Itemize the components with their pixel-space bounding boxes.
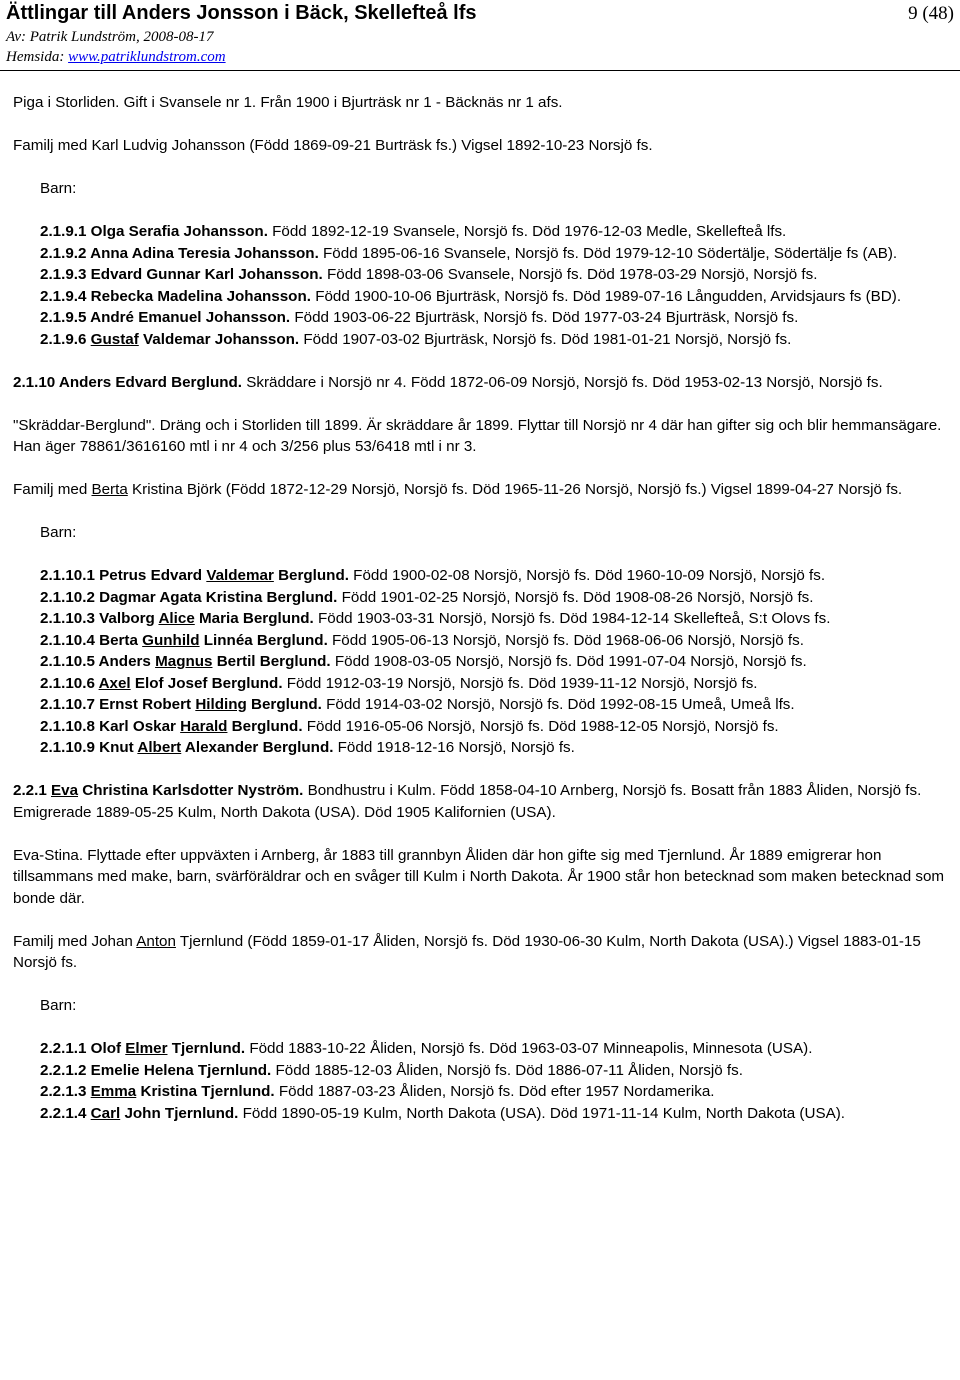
child-details: Född 1916-05-06 Norsjö, Norsjö fs. Död 1988-12-05 Norsjö, Norsjö fs.	[302, 717, 779, 735]
child-name: Maria Berglund.	[194, 610, 314, 627]
child-entry	[13, 587, 952, 609]
family-prefix: Familj med Johan	[13, 932, 137, 950]
child-entry	[13, 608, 952, 630]
child-name: Valdemar Johansson.	[138, 330, 300, 348]
child-callname: Gustaf	[90, 330, 139, 348]
person-number: 2.2.1	[13, 782, 51, 799]
child-name: Bertil Berglund.	[212, 653, 331, 670]
child-number: 2.1.10.1 Petrus Edvard	[40, 567, 207, 584]
child-number: 2.1.10.5 Anders	[40, 653, 156, 670]
child-entry	[13, 630, 952, 652]
homepage-link[interactable]: www.patriklundstrom.com	[68, 49, 226, 65]
child-entry	[13, 1081, 952, 1103]
document-body	[13, 92, 952, 1124]
child-callname: Elmer	[125, 1040, 168, 1057]
child-entry	[13, 565, 952, 587]
child-number: 2.2.1.4	[40, 1104, 91, 1122]
child-name: 2.2.1.2 Emelie Helena Tjernlund.	[40, 1061, 272, 1079]
family-details: Tjernlund (Född 1859-01-17 Åliden, Norsjö fs. Död 1930-06-30 Kulm, North Dakota (USA).) Vigsel 1883-01-15 Norsjö fs.	[13, 932, 921, 971]
paragraph-occupation: Piga i Storliden. Gift i Svansele nr 1. Från 1900 i Bjurträsk nr 1 - Bäcknäs nr 1 afs.	[13, 94, 563, 111]
child-entry	[13, 1060, 952, 1082]
paragraph-family	[13, 479, 952, 501]
child-entry	[13, 1038, 952, 1060]
homepage-line	[6, 49, 226, 66]
child-number: 2.1.10.8 Karl Oskar	[40, 717, 181, 735]
child-details: Född 1900-10-06 Bjurträsk, Norsjö fs. Död 1989-07-16 Långudden, Arvidsjaurs fs (BD).	[310, 287, 902, 305]
child-name: Berglund.	[273, 567, 349, 584]
paragraph-family	[13, 931, 952, 974]
child-number: 2.1.10.7 Ernst Robert	[40, 696, 196, 713]
child-name: 2.1.9.2 Anna Adina Teresia Johansson.	[40, 244, 319, 262]
child-name: 2.1.9.5 André Emanuel Johansson.	[40, 309, 291, 326]
child-name: Linnéa Berglund.	[199, 631, 328, 649]
child-details: Född 1908-03-05 Norsjö, Norsjö fs. Död 1991-07-04 Norsjö, Norsjö fs.	[330, 653, 807, 670]
child-entry	[13, 737, 952, 759]
child-name: Elof Josef Berglund.	[130, 674, 283, 692]
children-heading: Barn:	[40, 180, 77, 197]
child-details: Född 1901-02-25 Norsjö, Norsjö fs. Död 1908-08-26 Norsjö, Norsjö fs.	[337, 588, 814, 606]
child-name: John Tjernlund.	[120, 1104, 239, 1122]
page-number: 9 (48)	[908, 3, 954, 24]
child-name: Alexander Berglund.	[181, 739, 334, 756]
child-entry	[13, 1103, 952, 1125]
child-details: Född 1905-06-13 Norsjö, Norsjö fs. Död 1968-06-06 Norsjö, Norsjö fs.	[327, 631, 804, 649]
person-details: Skräddare i Norsjö nr 4. Född 1872-06-09 Norsjö, Norsjö fs. Död 1953-02-13 Norsjö, Norsjö fs.	[242, 373, 883, 391]
person-note: Eva-Stina. Flyttade efter uppväxten i Arnberg, år 1883 till grannbyn Åliden där hon gifte sig med Tjernlund. År 1889 emigrerar hon tillsammans med make, barn, svärföräldrar och en svåger till Kulm i North Dakota. År 1900 står hon betecknad som maken betecknad som bonde där.	[13, 846, 945, 907]
child-details: Född 1914-03-02 Norsjö, Norsjö fs. Död 1992-08-15 Umeå, Umeå lfs.	[321, 696, 795, 713]
child-number: 2.1.10.3 Valborg	[40, 610, 159, 627]
child-entry	[13, 329, 952, 351]
child-details: Född 1903-03-31 Norsjö, Norsjö fs. Död 1984-12-14 Skellefteå, S:t Olovs fs.	[313, 610, 831, 627]
child-details: Född 1907-03-02 Bjurträsk, Norsjö fs. Död 1981-01-21 Norsjö, Norsjö fs.	[299, 330, 792, 348]
person-entry	[13, 372, 952, 394]
child-callname: Harald	[180, 717, 228, 735]
person-callname: Eva	[51, 782, 79, 799]
child-details: Född 1898-03-06 Svansele, Norsjö fs. Död 1978-03-29 Norsjö, Norsjö fs.	[322, 266, 818, 283]
child-callname: Magnus	[155, 653, 213, 670]
family-prefix: Familj med	[13, 481, 92, 498]
child-name: Kristina Tjernlund.	[136, 1083, 275, 1100]
person-details: Bondhustru i Kulm. Född 1858-04-10 Arnberg, Norsjö fs. Bosatt från 1883 Åliden, Norsjö fs. Emigrerade 1889-05-25 Kulm, North Dakota (USA). Död 1905 Kalifornien (USA).	[13, 782, 922, 821]
child-callname: Carl	[90, 1104, 121, 1122]
child-name: 2.1.9.3 Edvard Gunnar Karl Johansson.	[40, 266, 323, 283]
family-details: Kristina Björk (Född 1872-12-29 Norsjö, Norsjö fs. Död 1965-11-26 Norsjö, Norsjö fs.) Vigsel 1899-04-27 Norsjö fs.	[127, 481, 903, 498]
child-name: Tjernlund.	[167, 1040, 246, 1057]
homepage-label: Hemsida:	[6, 49, 69, 65]
child-entry	[13, 673, 952, 695]
child-details: Född 1892-12-19 Svansele, Norsjö fs. Död 1976-12-03 Medle, Skellefteå lfs.	[267, 223, 787, 240]
child-callname: Alice	[158, 610, 195, 627]
child-entry	[13, 307, 952, 329]
child-entry	[13, 716, 952, 738]
child-name: Berglund.	[246, 696, 322, 713]
child-details: Född 1885-12-03 Åliden, Norsjö fs. Död 1886-07-11 Åliden, Norsjö fs.	[271, 1061, 743, 1079]
child-details: Född 1903-06-22 Bjurträsk, Norsjö fs. Död 1977-03-24 Bjurträsk, Norsjö fs.	[290, 309, 799, 326]
child-details: Född 1918-12-16 Norsjö, Norsjö fs.	[333, 739, 575, 756]
children-heading: Barn:	[40, 524, 77, 541]
header-divider	[0, 70, 960, 71]
child-name: Berglund.	[227, 717, 303, 735]
child-callname: Valdemar	[206, 567, 274, 584]
child-details: Född 1900-02-08 Norsjö, Norsjö fs. Död 1960-10-09 Norsjö, Norsjö fs.	[348, 567, 826, 584]
person-note: "Skräddar-Berglund". Dräng och i Storliden till 1899. Är skräddare år 1899. Flyttar till Norsjö nr 4 där han gifter sig och blir hemmansägare. Han äger 78861/3616160 mtl i nr 4 och 3/256 plus 53/6418 mtl i nr 3.	[13, 416, 942, 455]
child-entry	[13, 694, 952, 716]
document-title: Ättlingar till Anders Jonsson i Bäck, Skellefteå lfs	[6, 2, 477, 24]
child-number: 2.1.10.4 Berta	[40, 631, 143, 649]
child-entry	[13, 651, 952, 673]
child-details: Född 1895-06-16 Svansele, Norsjö fs. Död 1979-12-10 Södertälje, Södertälje fs (AB).	[318, 244, 898, 262]
children-heading: Barn:	[40, 997, 77, 1014]
child-entry	[13, 243, 952, 265]
child-number: 2.1.10.9 Knut	[40, 739, 138, 756]
child-entry	[13, 286, 952, 308]
child-callname: Gunhild	[142, 631, 200, 649]
child-details: Född 1887-03-23 Åliden, Norsjö fs. Död efter 1957 Nordamerika.	[274, 1083, 715, 1100]
child-number: 2.1.9.6	[40, 330, 91, 348]
child-name: 2.1.9.1 Olga Serafia Johansson.	[40, 223, 268, 240]
child-callname: Emma	[90, 1083, 137, 1100]
child-number: 2.2.1.3	[40, 1083, 91, 1100]
child-entry	[13, 264, 952, 286]
person-name: Christina Karlsdotter Nyström.	[78, 782, 304, 799]
paragraph-family: Familj med Karl Ludvig Johansson (Född 1869-09-21 Burträsk fs.) Vigsel 1892-10-23 Norsjö fs.	[13, 137, 653, 154]
author-line: Av: Patrik Lundström, 2008-08-17	[6, 29, 214, 45]
child-callname: Axel	[98, 674, 131, 692]
child-number: 2.1.10.6	[40, 674, 99, 692]
child-name: 2.1.10.2 Dagmar Agata Kristina Berglund.	[40, 588, 338, 606]
child-details: Född 1890-05-19 Kulm, North Dakota (USA). Död 1971-11-14 Kulm, North Dakota (USA).	[238, 1104, 845, 1122]
spouse-callname: Berta	[91, 481, 128, 498]
spouse-callname: Anton	[136, 932, 176, 950]
person-name: 2.1.10 Anders Edvard Berglund.	[13, 373, 243, 391]
person-entry	[13, 780, 952, 823]
child-entry	[13, 221, 952, 243]
child-name: 2.1.9.4 Rebecka Madelina Johansson.	[40, 287, 311, 305]
child-callname: Hilding	[195, 696, 247, 713]
child-callname: Albert	[137, 739, 182, 756]
child-number: 2.2.1.1 Olof	[40, 1040, 126, 1057]
child-details: Född 1883-10-22 Åliden, Norsjö fs. Död 1963-03-07 Minneapolis, Minnesota (USA).	[245, 1040, 813, 1057]
child-details: Född 1912-03-19 Norsjö, Norsjö fs. Död 1939-11-12 Norsjö, Norsjö fs.	[282, 674, 758, 692]
